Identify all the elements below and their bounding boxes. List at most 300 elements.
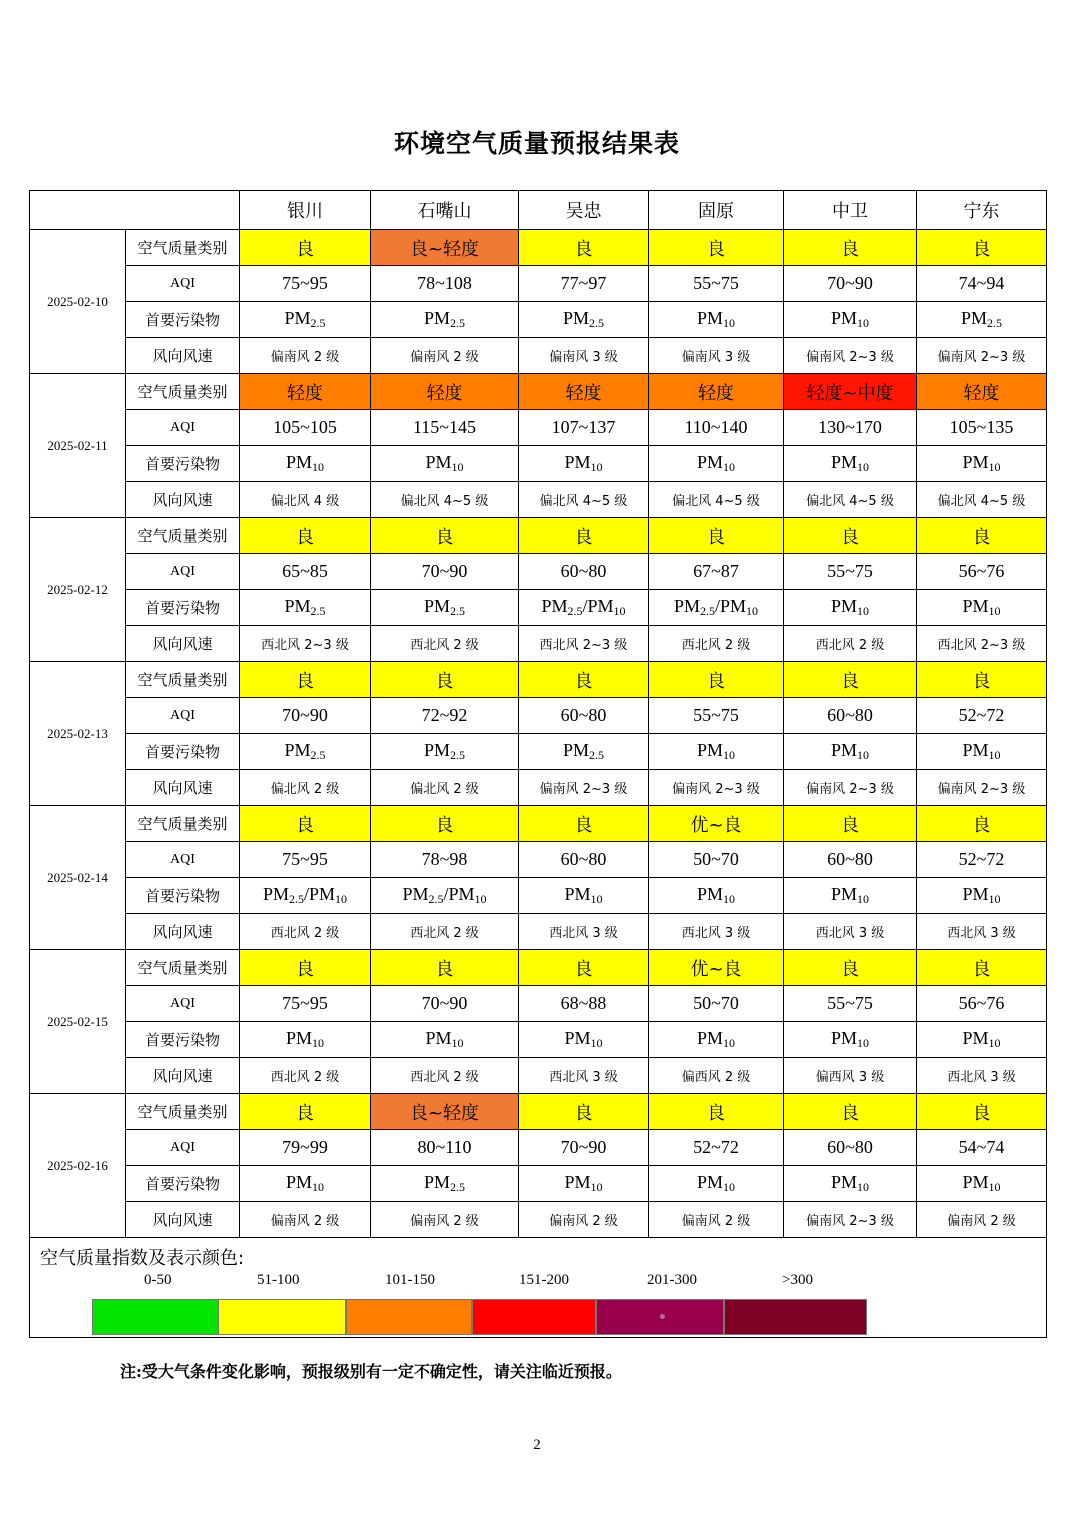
wind-cell: 偏南风 2~3 级 <box>784 338 917 374</box>
pollutant-cell <box>371 1022 519 1058</box>
category-cell: 轻度 <box>519 374 649 410</box>
pollutant-subscript: 10 <box>723 316 735 330</box>
category-label: 空气质量类别 <box>126 374 240 410</box>
category-row <box>30 1094 1047 1130</box>
aqi-cell: 70~90 <box>371 986 519 1022</box>
legend-color-swatch <box>218 1299 346 1335</box>
pollutant-subscript: 10 <box>590 1180 603 1194</box>
category-cell: 良 <box>917 1094 1047 1130</box>
category-cell: 优~良 <box>649 950 784 986</box>
wind-cell: 偏南风 2~3 级 <box>784 1202 917 1238</box>
pollutant-name: PM <box>962 1172 989 1192</box>
aqi-row <box>30 986 1047 1022</box>
wind-cell: 西北风 2 级 <box>784 626 917 662</box>
wind-cell: 偏北风 4~5 级 <box>519 482 649 518</box>
pollutant-subscript: 10 <box>857 892 869 906</box>
category-cell: 轻度 <box>240 374 371 410</box>
aqi-row <box>30 554 1047 590</box>
pollutant-subscript: 10 <box>988 1036 1001 1050</box>
aqi-row <box>30 842 1047 878</box>
pollutant-cell <box>519 1022 649 1058</box>
aqi-label: AQI <box>126 842 240 878</box>
pollutant-cell <box>917 1166 1047 1202</box>
category-cell: 良~轻度 <box>371 1094 519 1130</box>
pollutant-cell <box>519 734 649 770</box>
pollutant-cell <box>649 590 784 626</box>
pollutant-name: PM <box>830 452 857 472</box>
category-label: 空气质量类别 <box>126 662 240 698</box>
pollutant-subscript: 10 <box>988 604 1001 618</box>
wind-row <box>30 1202 1047 1238</box>
aqi-label: AQI <box>126 266 240 302</box>
aqi-cell: 55~75 <box>649 698 784 734</box>
pollutant-cell <box>917 734 1047 770</box>
aqi-cell: 60~80 <box>519 554 649 590</box>
swatch-dot <box>660 1314 665 1319</box>
pollutant-cell <box>784 446 917 482</box>
pollutant-cell <box>649 1022 784 1058</box>
pollutant-name: PM <box>830 1172 857 1192</box>
pollutant-subscript: 10 <box>723 748 735 762</box>
wind-cell: 偏南风 2 级 <box>371 1202 519 1238</box>
legend-color-swatch <box>724 1299 867 1335</box>
aqi-cell: 72~92 <box>371 698 519 734</box>
legend <box>30 1238 1047 1338</box>
pollutant-subscript: 2.5 <box>288 892 304 906</box>
page-title: 环境空气质量预报结果表 <box>393 129 680 158</box>
wind-cell: 偏西风 2 级 <box>649 1058 784 1094</box>
pollutant-subscript: 10 <box>857 1036 869 1050</box>
wind-cell: 西北风 2 级 <box>371 626 519 662</box>
pollutant-subscript: 10 <box>613 604 626 618</box>
aqi-cell: 60~80 <box>519 698 649 734</box>
pollutant-name: PM <box>564 1028 591 1048</box>
wind-row <box>30 626 1047 662</box>
category-cell: 良 <box>649 230 784 266</box>
pollutant-name: PM <box>541 596 568 616</box>
pollutant-subscript: 10 <box>988 1180 1001 1194</box>
category-cell: 良 <box>240 518 371 554</box>
pollutant-name: PM <box>696 884 723 904</box>
pollutant-cell <box>371 446 519 482</box>
pollutant-name: /PM <box>714 596 747 616</box>
category-cell: 良 <box>519 518 649 554</box>
pollutant-subscript: 10 <box>312 1036 324 1050</box>
category-cell: 良 <box>240 230 371 266</box>
wind-row <box>30 914 1047 950</box>
date-cell: 2025-02-13 <box>30 662 126 806</box>
pollutant-cell <box>917 446 1047 482</box>
aqi-cell: 55~75 <box>649 266 784 302</box>
wind-cell: 偏南风 2~3 级 <box>917 770 1047 806</box>
wind-label: 风向风速 <box>126 1058 240 1094</box>
aqi-cell: 105~135 <box>917 410 1047 446</box>
category-row <box>30 806 1047 842</box>
wind-cell: 偏南风 2 级 <box>519 1202 649 1238</box>
category-cell: 良~轻度 <box>371 230 519 266</box>
category-cell: 良 <box>240 1094 371 1130</box>
aqi-cell: 60~80 <box>784 1130 917 1166</box>
city-header: 宁东 <box>917 191 1047 230</box>
category-row <box>30 662 1047 698</box>
wind-cell: 西北风 3 级 <box>917 1058 1047 1094</box>
aqi-cell: 60~80 <box>784 698 917 734</box>
legend-color-swatch <box>472 1299 596 1335</box>
aqi-row <box>30 410 1047 446</box>
pollutant-name: PM <box>960 308 987 328</box>
pollutant-cell <box>371 1166 519 1202</box>
category-row <box>30 518 1047 554</box>
category-label: 空气质量类别 <box>126 518 240 554</box>
pollutant-row <box>30 1166 1047 1202</box>
date-cell: 2025-02-12 <box>30 518 126 662</box>
pollutant-name: PM <box>962 884 989 904</box>
pollutant-name: PM <box>830 1028 857 1048</box>
category-cell: 轻度 <box>917 374 1047 410</box>
pollutant-name: /PM <box>443 884 475 904</box>
legend-title: 空气质量指数及表示颜色: <box>40 1248 245 1269</box>
pollutant-cell <box>519 590 649 626</box>
wind-label: 风向风速 <box>126 770 240 806</box>
pollutant-subscript: 10 <box>451 460 464 474</box>
pollutant-name: PM <box>562 740 589 760</box>
pollutant-cell <box>784 590 917 626</box>
category-cell: 良 <box>649 518 784 554</box>
category-cell: 良 <box>519 662 649 698</box>
aqi-cell: 107~137 <box>519 410 649 446</box>
aqi-cell: 70~90 <box>240 698 371 734</box>
pollutant-cell <box>240 446 371 482</box>
pollutant-name: PM <box>962 1028 989 1048</box>
date-cell: 2025-02-16 <box>30 1094 126 1238</box>
wind-cell: 偏南风 2~3 级 <box>917 338 1047 374</box>
pollutant-subscript: 10 <box>723 892 735 906</box>
pollutant-name: PM <box>402 884 429 904</box>
legend-range-label: 51-100 <box>257 1272 300 1288</box>
category-cell: 良 <box>784 230 917 266</box>
pollutant-name: PM <box>830 740 857 760</box>
aqi-cell: 60~80 <box>519 842 649 878</box>
aqi-row <box>30 266 1047 302</box>
category-cell: 良 <box>240 806 371 842</box>
pollutant-name: PM <box>696 1172 723 1192</box>
pollutant-subscript: 10 <box>857 316 869 330</box>
aqi-cell: 110~140 <box>649 410 784 446</box>
pollutant-row <box>30 1022 1047 1058</box>
pollutant-cell <box>784 1166 917 1202</box>
aqi-cell: 52~72 <box>649 1130 784 1166</box>
category-cell: 良 <box>917 230 1047 266</box>
wind-label: 风向风速 <box>126 626 240 662</box>
category-cell: 良 <box>519 1094 649 1130</box>
category-row <box>30 950 1047 986</box>
pollutant-subscript: 10 <box>723 1036 735 1050</box>
category-row <box>30 230 1047 266</box>
pollutant-name: PM <box>423 1172 450 1192</box>
aqi-cell: 77~97 <box>519 266 649 302</box>
wind-row <box>30 1058 1047 1094</box>
date-cell: 2025-02-15 <box>30 950 126 1094</box>
pollutant-name: PM <box>423 308 450 328</box>
date-cell: 2025-02-11 <box>30 374 126 518</box>
wind-cell: 西北风 2 级 <box>649 626 784 662</box>
pollutant-cell <box>371 590 519 626</box>
wind-cell: 西北风 2 级 <box>371 914 519 950</box>
pollutant-label: 首要污染物 <box>126 302 240 338</box>
pollutant-cell <box>240 734 371 770</box>
pollutant-name: PM <box>696 1028 723 1048</box>
category-cell: 良 <box>240 662 371 698</box>
aqi-cell: 70~90 <box>371 554 519 590</box>
page-number: 2 <box>533 1437 541 1453</box>
legend-color-swatch <box>596 1299 724 1335</box>
pollutant-name: PM <box>564 884 591 904</box>
pollutant-subscript: 2.5 <box>699 604 715 618</box>
aqi-cell: 78~108 <box>371 266 519 302</box>
pollutant-name: PM <box>564 1172 591 1192</box>
category-cell: 良 <box>240 950 371 986</box>
pollutant-name: PM <box>564 452 591 472</box>
aqi-cell: 67~87 <box>649 554 784 590</box>
pollutant-name: PM <box>696 452 723 472</box>
pollutant-name: PM <box>962 452 989 472</box>
aqi-cell: 80~110 <box>371 1130 519 1166</box>
wind-cell: 偏北风 4~5 级 <box>649 482 784 518</box>
pollutant-name: PM <box>962 596 989 616</box>
pollutant-name: PM <box>425 1028 452 1048</box>
legend-range-label: 201-300 <box>647 1272 697 1288</box>
pollutant-subscript: 2.5 <box>589 748 604 762</box>
wind-label: 风向风速 <box>126 1202 240 1238</box>
category-cell: 良 <box>371 806 519 842</box>
pollutant-name: PM <box>284 740 311 760</box>
pollutant-subscript: 2.5 <box>310 316 326 330</box>
pollutant-name: PM <box>830 596 857 616</box>
aqi-cell: 55~75 <box>784 986 917 1022</box>
pollutant-name: PM <box>962 740 989 760</box>
wind-cell: 偏南风 2 级 <box>240 338 371 374</box>
pollutant-subscript: 10 <box>590 1036 603 1050</box>
pollutant-subscript: 2.5 <box>450 1180 465 1194</box>
aqi-cell: 65~85 <box>240 554 371 590</box>
pollutant-cell <box>519 446 649 482</box>
pollutant-cell <box>371 734 519 770</box>
pollutant-subscript: 10 <box>590 892 603 906</box>
aqi-cell: 52~72 <box>917 698 1047 734</box>
pollutant-subscript: 10 <box>723 460 735 474</box>
pollutant-subscript: 10 <box>746 604 759 618</box>
wind-cell: 偏南风 2~3 级 <box>649 770 784 806</box>
pollutant-row <box>30 734 1047 770</box>
wind-cell: 偏南风 3 级 <box>519 338 649 374</box>
category-row <box>30 374 1047 410</box>
pollutant-subscript: 10 <box>312 460 324 474</box>
aqi-cell: 105~105 <box>240 410 371 446</box>
wind-cell: 偏南风 2 级 <box>240 1202 371 1238</box>
wind-cell: 偏南风 2~3 级 <box>519 770 649 806</box>
pollutant-label: 首要污染物 <box>126 1022 240 1058</box>
category-label: 空气质量类别 <box>126 806 240 842</box>
pollutant-label: 首要污染物 <box>126 734 240 770</box>
wind-cell: 西北风 2 级 <box>240 914 371 950</box>
aqi-cell: 130~170 <box>784 410 917 446</box>
pollutant-subscript: 10 <box>474 892 487 906</box>
pollutant-row <box>30 878 1047 914</box>
pollutant-cell <box>784 734 917 770</box>
category-cell: 良 <box>917 518 1047 554</box>
pollutant-cell <box>917 1022 1047 1058</box>
pollutant-cell <box>240 302 371 338</box>
category-cell: 良 <box>371 662 519 698</box>
pollutant-subscript: 10 <box>857 748 869 762</box>
pollutant-subscript: 2.5 <box>987 316 1002 330</box>
aqi-cell: 60~80 <box>784 842 917 878</box>
pollutant-subscript: 10 <box>988 460 1001 474</box>
wind-cell: 西北风 2~3 级 <box>917 626 1047 662</box>
city-header: 中卫 <box>784 191 917 230</box>
pollutant-name: PM <box>830 308 857 328</box>
wind-row <box>30 770 1047 806</box>
pollutant-subscript: 10 <box>335 892 348 906</box>
category-cell: 良 <box>917 950 1047 986</box>
wind-cell: 偏南风 2~3 级 <box>784 770 917 806</box>
aqi-label: AQI <box>126 698 240 734</box>
pollutant-cell <box>784 878 917 914</box>
aqi-cell: 74~94 <box>917 266 1047 302</box>
legend-row <box>30 1238 1047 1338</box>
aqi-label: AQI <box>126 554 240 590</box>
pollutant-subscript: 10 <box>857 604 869 618</box>
legend-range-label: 101-150 <box>385 1272 435 1288</box>
pollutant-name: PM <box>696 740 723 760</box>
aqi-cell: 68~88 <box>519 986 649 1022</box>
category-cell: 轻度 <box>649 374 784 410</box>
wind-row <box>30 338 1047 374</box>
pollutant-name: /PM <box>582 596 614 616</box>
pollutant-row <box>30 446 1047 482</box>
category-cell: 良 <box>519 806 649 842</box>
category-cell: 良 <box>784 1094 917 1130</box>
pollutant-label: 首要污染物 <box>126 590 240 626</box>
pollutant-name: PM <box>284 308 311 328</box>
wind-cell: 偏南风 2 级 <box>917 1202 1047 1238</box>
pollutant-cell <box>240 878 371 914</box>
legend-color-swatch <box>92 1299 219 1335</box>
pollutant-name: PM <box>285 452 312 472</box>
aqi-cell: 50~70 <box>649 986 784 1022</box>
pollutant-subscript: 10 <box>857 1180 869 1194</box>
aqi-cell: 54~74 <box>917 1130 1047 1166</box>
pollutant-name: /PM <box>303 884 336 904</box>
pollutant-name: PM <box>673 596 700 616</box>
city-header: 石嘴山 <box>371 191 519 230</box>
wind-cell: 西北风 3 级 <box>917 914 1047 950</box>
wind-cell: 偏南风 2 级 <box>649 1202 784 1238</box>
wind-cell: 偏北风 4 级 <box>240 482 371 518</box>
city-header: 银川 <box>240 191 371 230</box>
legend-range-label: >300 <box>782 1272 813 1288</box>
forecast-table <box>29 190 1047 1338</box>
wind-cell: 偏北风 2 级 <box>371 770 519 806</box>
city-header: 固原 <box>649 191 784 230</box>
pollutant-subscript: 2.5 <box>310 604 326 618</box>
aqi-cell: 115~145 <box>371 410 519 446</box>
pollutant-cell <box>371 302 519 338</box>
aqi-cell: 55~75 <box>784 554 917 590</box>
aqi-cell: 56~76 <box>917 554 1047 590</box>
aqi-cell: 79~99 <box>240 1130 371 1166</box>
pollutant-cell <box>649 734 784 770</box>
wind-cell: 偏北风 4~5 级 <box>371 482 519 518</box>
pollutant-cell <box>240 590 371 626</box>
aqi-cell: 75~95 <box>240 842 371 878</box>
pollutant-name: PM <box>262 884 289 904</box>
category-cell: 良 <box>519 950 649 986</box>
pollutant-cell <box>649 878 784 914</box>
pollutant-cell <box>917 302 1047 338</box>
pollutant-cell <box>917 878 1047 914</box>
wind-cell: 偏北风 4~5 级 <box>784 482 917 518</box>
pollutant-name: PM <box>696 308 723 328</box>
pollutant-subscript: 2.5 <box>450 748 465 762</box>
city-header: 吴忠 <box>519 191 649 230</box>
pollutant-cell <box>784 1022 917 1058</box>
pollutant-subscript: 2.5 <box>428 892 444 906</box>
pollutant-subscript: 10 <box>723 1180 735 1194</box>
category-cell: 良 <box>917 662 1047 698</box>
category-label: 空气质量类别 <box>126 1094 240 1130</box>
legend-range-label: 151-200 <box>519 1272 569 1288</box>
pollutant-cell <box>649 1166 784 1202</box>
pollutant-cell <box>649 446 784 482</box>
category-cell: 良 <box>784 662 917 698</box>
pollutant-cell <box>240 1166 371 1202</box>
pollutant-name: PM <box>830 884 857 904</box>
pollutant-subscript: 10 <box>312 1180 324 1194</box>
wind-cell: 偏南风 2 级 <box>371 338 519 374</box>
category-cell: 良 <box>649 662 784 698</box>
wind-cell: 偏北风 4~5 级 <box>917 482 1047 518</box>
pollutant-name: PM <box>285 1028 312 1048</box>
date-cell: 2025-02-10 <box>30 230 126 374</box>
aqi-cell: 52~72 <box>917 842 1047 878</box>
pollutant-subscript: 2.5 <box>567 604 583 618</box>
pollutant-label: 首要污染物 <box>126 1166 240 1202</box>
legend-color-swatch <box>346 1299 472 1335</box>
pollutant-label: 首要污染物 <box>126 878 240 914</box>
pollutant-name: PM <box>285 1172 312 1192</box>
pollutant-subscript: 10 <box>590 460 603 474</box>
pollutant-subscript: 10 <box>988 892 1001 906</box>
wind-label: 风向风速 <box>126 338 240 374</box>
aqi-label: AQI <box>126 986 240 1022</box>
pollutant-subscript: 10 <box>857 460 869 474</box>
category-cell: 轻度~中度 <box>784 374 917 410</box>
pollutant-cell <box>917 590 1047 626</box>
pollutant-subscript: 2.5 <box>450 604 465 618</box>
pollutant-name: PM <box>284 596 311 616</box>
category-cell: 良 <box>784 518 917 554</box>
header-blank-cell <box>30 191 240 230</box>
wind-cell: 偏南风 3 级 <box>649 338 784 374</box>
aqi-cell: 70~90 <box>784 266 917 302</box>
wind-cell: 西北风 3 级 <box>519 1058 649 1094</box>
category-cell: 良 <box>371 518 519 554</box>
wind-cell: 西北风 3 级 <box>784 914 917 950</box>
pollutant-subscript: 2.5 <box>589 316 604 330</box>
aqi-row <box>30 1130 1047 1166</box>
pollutant-label: 首要污染物 <box>126 446 240 482</box>
